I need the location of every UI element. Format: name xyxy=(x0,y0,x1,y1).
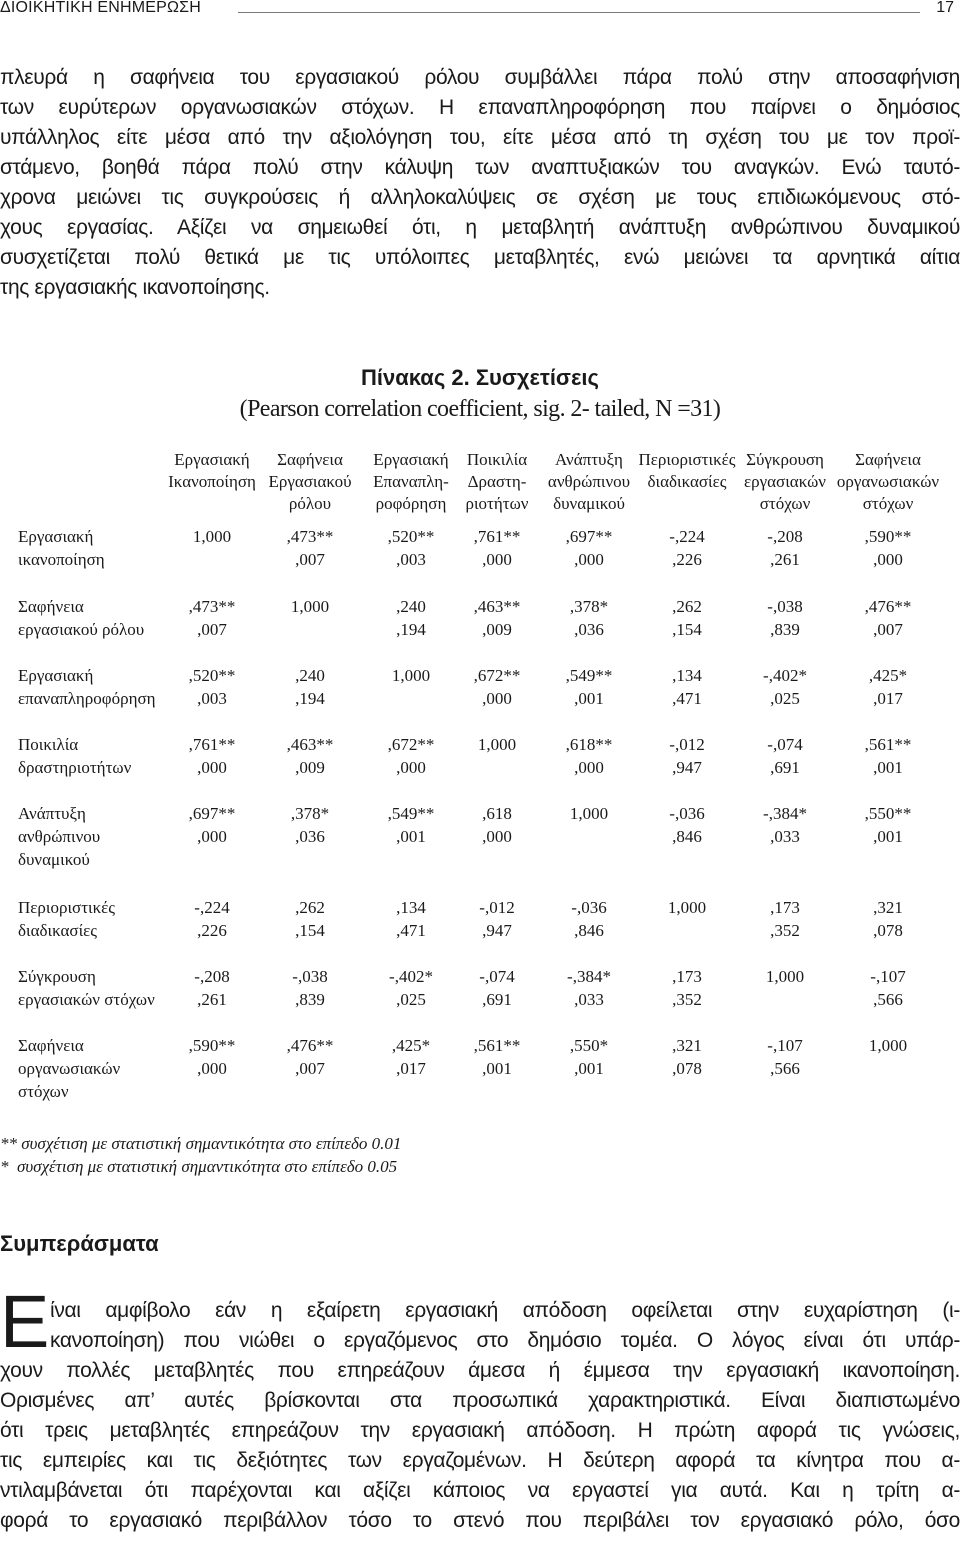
correlation-value: ,618 xyxy=(482,804,512,823)
correlation-value: ,590** xyxy=(188,1036,236,1055)
significance-value: ,194 xyxy=(295,689,325,708)
column-header-line: Σαφήνεια xyxy=(277,450,343,469)
correlation-value: -,012 xyxy=(669,735,705,754)
correlation-value: ,476** xyxy=(286,1036,334,1055)
significance-value: ,009 xyxy=(295,758,325,777)
significance-value: ,007 xyxy=(295,1059,325,1078)
correlation-value: -,384* xyxy=(567,967,611,986)
correlation-value: -,384* xyxy=(763,804,807,823)
significance-value: ,001 xyxy=(873,827,903,846)
significance-value: ,226 xyxy=(672,550,702,569)
correlation-value: -,036 xyxy=(571,898,607,917)
column-header-line: ροφόρηση xyxy=(375,494,447,513)
significance-value: ,001 xyxy=(482,1059,512,1078)
correlation-value: 1,000 xyxy=(477,735,517,754)
column-header xyxy=(744,449,826,515)
column-header-line: ανθρώπινου xyxy=(547,472,631,491)
column-header-line: Περιοριστικές xyxy=(638,450,736,469)
significance-value: ,154 xyxy=(295,921,325,940)
row-label xyxy=(18,1034,120,1103)
correlation-value: ,697** xyxy=(188,804,236,823)
significance-value: ,352 xyxy=(672,990,702,1009)
correlation-value: -,107 xyxy=(767,1036,803,1055)
row-label-line: Εργασιακή xyxy=(18,666,94,685)
correlation-value: ,321 xyxy=(873,898,903,917)
significance-value: ,036 xyxy=(295,827,325,846)
row-label-line: Εργασιακή xyxy=(18,527,94,546)
correlation-value: -,107 xyxy=(870,967,906,986)
correlation-value: 1,000 xyxy=(391,666,431,685)
column-header-line: Εργασιακή xyxy=(174,450,250,469)
column-header xyxy=(168,449,256,493)
column-header xyxy=(548,449,630,515)
correlation-value: ,321 xyxy=(672,1036,702,1055)
table-title: Πίνακας 2. Συσχετίσεις xyxy=(361,365,599,390)
correlation-value: -,074 xyxy=(479,967,515,986)
row-label-line: εργασιακού ρόλου xyxy=(18,620,145,639)
row-label-line: Ανάπτυξη xyxy=(18,804,86,823)
conclusion-paragraph xyxy=(0,1296,960,1536)
correlation-value: 1,000 xyxy=(569,804,609,823)
correlation-value: ,463** xyxy=(286,735,334,754)
significance-value: ,078 xyxy=(672,1059,702,1078)
significance-value: ,001 xyxy=(574,1059,604,1078)
correlation-value: -,208 xyxy=(767,527,803,546)
correlation-value: ,134 xyxy=(396,898,426,917)
text-line: χουν πολλές μεταβλητές που επηρεάζουν άμεσα ή έμμεσα την εργασιακή ικανοποίηση. xyxy=(0,1359,960,1382)
correlation-value: 1,000 xyxy=(290,597,330,616)
significance-value: ,033 xyxy=(574,990,604,1009)
row-label-line: δραστηριοτήτων xyxy=(18,758,132,777)
correlation-value: ,173 xyxy=(770,898,800,917)
column-header-line: εργασιακών xyxy=(744,472,826,491)
row-label-line: Σύγκρουση xyxy=(18,967,96,986)
significance-note: * συσχέτιση με στατιστική σημαντικότητα στο επίπεδο 0.05 xyxy=(0,1157,398,1176)
significance-value: ,000 xyxy=(873,550,903,569)
significance-value: ,691 xyxy=(770,758,800,777)
correlation-value: ,240 xyxy=(396,597,426,616)
correlation-value: ,378* xyxy=(569,597,609,616)
significance-value: ,007 xyxy=(197,620,227,639)
correlation-value: 1,000 xyxy=(667,898,707,917)
correlation-value: ,425* xyxy=(391,1036,431,1055)
intro-paragraph xyxy=(0,63,960,303)
significance-value: ,000 xyxy=(574,758,604,777)
text-line: της εργασιακής ικανοποίησης. xyxy=(0,276,270,299)
significance-value: ,033 xyxy=(770,827,800,846)
text-line: των ευρύτερων οργανωσιακών στόχων. Η επαναπληροφόρηση που παίρνει ο δημόσιος xyxy=(0,96,960,119)
column-header xyxy=(466,449,529,515)
correlation-value: -,038 xyxy=(292,967,328,986)
column-header-line: ρόλου xyxy=(288,494,332,513)
header-rule xyxy=(238,12,920,13)
page-number: 17 xyxy=(936,0,954,16)
column-header-line: στόχων xyxy=(862,494,914,513)
significance-value: ,025 xyxy=(770,689,800,708)
correlation-value: -,402* xyxy=(763,666,807,685)
significance-value: ,839 xyxy=(770,620,800,639)
text-line: χρονα μειώνει τις συγκρούσεις ή αλληλοκαλύψεις σε σχέση με τους επιδιωκόμενους στό- xyxy=(0,186,960,209)
column-header-line: Εργασιακή xyxy=(373,450,449,469)
row-label xyxy=(18,965,155,1011)
correlation-value: -,038 xyxy=(767,597,803,616)
text-line: φορά το εργασιακό περιβάλλον τόσο το στενό που περιβάλει τον εργασιακό ρόλο, όσο xyxy=(0,1509,960,1532)
column-header-line: Σαφήνεια xyxy=(855,450,921,469)
significance-value: ,003 xyxy=(197,689,227,708)
significance-note: ** συσχέτιση με στατιστική σημαντικότητα στο επίπεδο 0.01 xyxy=(0,1134,402,1153)
text-line: υπάλληλος είτε μέσα από την αξιολόγηση του, είτε μέσα από τη σχέση του με τον προϊ- xyxy=(0,126,960,149)
significance-value: ,017 xyxy=(873,689,903,708)
column-header-line: Ανάπτυξη xyxy=(555,450,623,469)
row-label-line: Ποικιλία xyxy=(18,735,79,754)
correlation-value: -,036 xyxy=(669,804,705,823)
significance-value: ,007 xyxy=(295,550,325,569)
significance-value: ,007 xyxy=(873,620,903,639)
significance-value: ,078 xyxy=(873,921,903,940)
column-header-line: δυναμικού xyxy=(553,494,625,513)
row-label-line: οργανωσιακών xyxy=(18,1059,121,1078)
row-label-line: διαδικασίες xyxy=(18,921,98,940)
table-notes xyxy=(0,1132,401,1178)
significance-value: ,566 xyxy=(873,990,903,1009)
significance-value: ,000 xyxy=(197,1059,227,1078)
significance-value: ,154 xyxy=(672,620,702,639)
drop-cap: Ε xyxy=(0,1280,50,1363)
running-header xyxy=(0,0,960,22)
column-header xyxy=(638,449,735,493)
correlation-value: ,550** xyxy=(864,804,912,823)
journal-title: ΔΙΟΙΚΗΤΙΚΗ ΕΝΗΜΕΡΩΣΗ xyxy=(0,0,201,16)
correlation-value: 1,000 xyxy=(868,1036,908,1055)
significance-value: ,009 xyxy=(482,620,512,639)
correlation-value: ,561** xyxy=(473,1036,521,1055)
column-header xyxy=(373,449,449,515)
significance-value: ,947 xyxy=(672,758,702,777)
significance-value: ,846 xyxy=(574,921,604,940)
column-header xyxy=(837,449,939,515)
correlation-value: 1,000 xyxy=(765,967,805,986)
correlation-value: -,074 xyxy=(767,735,803,754)
text-line: πλευρά η σαφήνεια του εργασιακού ρόλου συμβάλλει πάρα πολύ στην αποσαφήνιση xyxy=(0,66,960,89)
correlation-value: ,761** xyxy=(188,735,236,754)
correlation-value: ,378* xyxy=(290,804,330,823)
significance-value: ,025 xyxy=(396,990,426,1009)
correlation-value: ,618** xyxy=(565,735,613,754)
correlation-value: ,262 xyxy=(295,898,325,917)
correlation-value: ,561** xyxy=(864,735,912,754)
correlation-value: ,240 xyxy=(295,666,325,685)
text-line: χους εργασίας. Αξίζει να σημειωθεί ότι, η μεταβλητή ανάπτυξη ανθρώπινου δυναμικού xyxy=(0,216,960,239)
significance-value: ,352 xyxy=(770,921,800,940)
significance-value: ,001 xyxy=(396,827,426,846)
correlation-value: ,549** xyxy=(387,804,435,823)
significance-value: ,000 xyxy=(482,689,512,708)
correlation-value: ,262 xyxy=(672,597,702,616)
correlation-value: -,012 xyxy=(479,898,515,917)
significance-value: ,261 xyxy=(770,550,800,569)
significance-value: ,471 xyxy=(672,689,702,708)
row-label-line: Περιοριστικές xyxy=(18,898,116,917)
correlation-value: ,425* xyxy=(868,666,908,685)
row-label xyxy=(18,802,100,871)
correlation-value: ,520** xyxy=(188,666,236,685)
column-header-line: διαδικασίες xyxy=(647,472,727,491)
column-header-line: Δραστη- xyxy=(467,472,527,491)
significance-value: ,036 xyxy=(574,620,604,639)
significance-value: ,000 xyxy=(197,758,227,777)
column-header-line: στόχων xyxy=(759,494,811,513)
correlation-value: ,549** xyxy=(565,666,613,685)
text-line: συσχετίζεται πολύ θετικά με τις υπόλοιπες μεταβλητές, ενώ μειώνει τα αρνητικά αίτια xyxy=(0,246,960,269)
significance-value: ,000 xyxy=(574,550,604,569)
text-line: Ορισμένες απ’ αυτές βρίσκονται στα προσωπικά χαρακτηριστικά. Είναι διαπιστωμένο xyxy=(0,1389,960,1412)
text-line: στάμενο, βοηθά πάρα πολύ στην κάλυψη των αναπτυξιακών του αναγκών. Ενώ ταυτό- xyxy=(0,156,960,179)
column-header-line: Επαναπλη- xyxy=(373,472,449,491)
correlation-value: ,473** xyxy=(286,527,334,546)
row-label-line: Σαφήνεια xyxy=(18,1036,84,1055)
correlation-value: ,173 xyxy=(672,967,702,986)
correlation-value: ,473** xyxy=(188,597,236,616)
row-label-line: δυναμικού xyxy=(18,850,90,869)
column-header xyxy=(268,449,351,515)
row-label xyxy=(18,664,156,710)
row-label xyxy=(18,733,131,779)
significance-value: ,691 xyxy=(482,990,512,1009)
text-line: ντιλαμβάνεται ότι παρέχονται και αξίζει κάποιος να εργαστεί για αυτά. Και η τρίτη α- xyxy=(0,1479,960,1502)
correlation-value: -,224 xyxy=(194,898,230,917)
column-header-line: οργανωσιακών xyxy=(836,472,940,491)
row-label-line: Σαφήνεια xyxy=(18,597,84,616)
correlation-value: ,672** xyxy=(473,666,521,685)
correlation-value: -,224 xyxy=(669,527,705,546)
row-label-line: ικανοποίηση xyxy=(18,550,105,569)
correlation-value: ,463** xyxy=(473,597,521,616)
significance-value: ,017 xyxy=(396,1059,426,1078)
significance-value: ,261 xyxy=(197,990,227,1009)
row-label-line: ανθρώπινου xyxy=(18,827,101,846)
text-line: ίναι αμφίβολο εάν η εξαίρετη εργασιακή απόδοση οφείλεται στην ευχαρίστηση (ι- xyxy=(50,1299,960,1322)
significance-value: ,194 xyxy=(396,620,426,639)
row-label-line: εργασιακών στόχων xyxy=(18,990,155,1009)
column-header-line: Ικανοποίηση xyxy=(168,472,256,491)
correlation-value: ,697** xyxy=(565,527,613,546)
row-label xyxy=(18,525,105,571)
significance-value: ,000 xyxy=(396,758,426,777)
correlation-value: ,520** xyxy=(387,527,435,546)
significance-value: ,001 xyxy=(873,758,903,777)
table-subtitle: (Pearson correlation coefficient, sig. 2- tailed, N =31) xyxy=(239,396,721,422)
significance-value: ,471 xyxy=(396,921,426,940)
significance-value: ,566 xyxy=(770,1059,800,1078)
significance-value: ,839 xyxy=(295,990,325,1009)
significance-value: ,000 xyxy=(482,827,512,846)
row-label-line: επαναπληροφόρηση xyxy=(18,689,156,708)
column-header-line: Σύγκρουση xyxy=(746,450,824,469)
significance-value: ,003 xyxy=(396,550,426,569)
correlation-value: ,476** xyxy=(864,597,912,616)
row-label xyxy=(18,595,144,641)
correlation-value: ,550* xyxy=(569,1036,609,1055)
column-header-line: Εργασιακού xyxy=(268,472,352,491)
significance-value: ,001 xyxy=(574,689,604,708)
significance-value: ,947 xyxy=(482,921,512,940)
row-label-line: στόχων xyxy=(18,1082,69,1101)
correlation-value: -,402* xyxy=(389,967,433,986)
correlation-value: ,761** xyxy=(473,527,521,546)
correlation-value: ,672** xyxy=(387,735,435,754)
column-header-line: Ποικιλία xyxy=(466,450,528,469)
correlation-value: -,208 xyxy=(194,967,230,986)
correlation-value: 1,000 xyxy=(192,527,232,546)
section-heading: Συμπεράσματα xyxy=(0,1231,159,1256)
correlation-value: ,590** xyxy=(864,527,912,546)
significance-value: ,846 xyxy=(672,827,702,846)
text-line: τις εμπειρίες και τις δεξιότητες των εργαζομένων. Η δεύτερη αφορά τα κίνητρα που α- xyxy=(0,1449,960,1472)
text-line: κανοποίηση) που νιώθει ο εργαζόμενος στο δημόσιο τομέα. Ο λόγος είναι ότι υπάρ- xyxy=(50,1329,960,1352)
row-label xyxy=(18,896,115,942)
column-header-line: ριοτήτων xyxy=(465,494,529,513)
correlation-value: ,134 xyxy=(672,666,702,685)
text-line: ότι τρεις μεταβλητές επηρεάζουν την εργασιακή απόδοση. Η πρώτη αφορά τις γνώσεις, xyxy=(0,1419,960,1442)
significance-value: ,000 xyxy=(197,827,227,846)
significance-value: ,000 xyxy=(482,550,512,569)
significance-value: ,226 xyxy=(197,921,227,940)
